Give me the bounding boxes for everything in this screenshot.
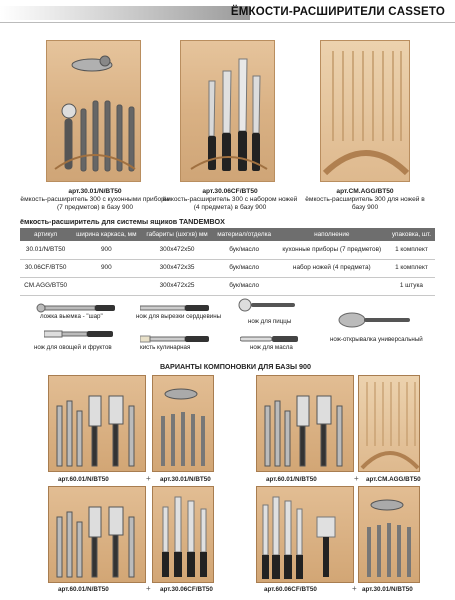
layout-2b-code: арт.CM.AGG/BT50 [366, 476, 421, 483]
layout-3b-image [152, 486, 214, 583]
cell-material: бук/масло [213, 259, 276, 277]
cell-article: CM.AGG/BT50 [20, 277, 71, 295]
knife-block-illustration [321, 41, 410, 182]
knife-set-illustration [257, 487, 354, 583]
scoop-label: ложка выемка - "шар" [40, 313, 103, 320]
layout-3b-code: арт.30.06CF/BT50 [160, 586, 213, 593]
col-header-width: ширина каркаса, мм [71, 228, 141, 241]
cell-width [71, 277, 141, 295]
table-row [20, 277, 435, 295]
layout-3a-code: арт.60.01/N/BT50 [58, 586, 109, 593]
cell-package: 1 комплект [388, 241, 435, 259]
brush-icon [140, 334, 210, 344]
table-title: ёмкость-расширитель для системы ящиков TANDEMBOX [20, 217, 225, 226]
corer-label: нож для вырезки сердцевины [136, 313, 222, 320]
product-desc-3: ёмкость-расширитель 300 для ножей в базу 900 [305, 196, 425, 211]
layout-4a-code: арт.60.06CF/BT50 [264, 586, 317, 593]
corer-icon [140, 303, 210, 313]
col-header-filling: наполнение [276, 228, 388, 241]
spec-table [20, 228, 435, 296]
col-header-article: артикул [20, 228, 71, 241]
cell-filling [276, 277, 388, 295]
scoop-icon [36, 303, 116, 313]
product-image-knives [180, 40, 275, 182]
knives-illustration [181, 41, 275, 182]
knife-block-illustration [359, 376, 420, 472]
opener-tool [338, 310, 413, 335]
product-image-knife-block [320, 40, 410, 182]
knives-illustration [153, 487, 214, 583]
product-desc-2: ёмкость-расширитель 300 с набором ножей (4 предмета) в базу 900 [162, 196, 298, 211]
cell-package: 1 комплект [388, 259, 435, 277]
cell-material: бук/масло [213, 277, 276, 295]
utensil-set-illustration [49, 376, 146, 472]
table-row [20, 241, 435, 259]
butter-label: нож для масла [250, 344, 293, 351]
layout-4b-code: арт.30.01/N/BT50 [362, 586, 413, 593]
butter-knife-icon [240, 334, 300, 344]
page-header [0, 0, 455, 28]
product-image-utensils [46, 40, 141, 182]
utensils-illustration [47, 41, 141, 182]
product-caption-2 [160, 188, 300, 212]
layout-3a-image [48, 486, 146, 583]
layout-2b-image [358, 375, 420, 472]
col-header-dimensions: габариты (шхгхв) мм [141, 228, 212, 241]
cell-width: 900 [71, 241, 141, 259]
cell-filling: кухонные приборы (7 предметов) [276, 241, 388, 259]
product-code-3: арт.CM.AGG/BT50 [336, 188, 394, 195]
layout-2a-image [256, 375, 354, 472]
product-desc-1: ёмкость-расширитель 300 с кухонными приборы (7 предметов) в базу 900 [20, 196, 170, 211]
plus-sign: + [146, 584, 151, 593]
pizza-cutter-tool [238, 298, 298, 317]
cell-dimensions: 300x472x50 [141, 241, 212, 259]
layout-2a-code: арт.60.01/N/BT50 [266, 476, 317, 483]
col-header-material: материал/отделка [213, 228, 276, 241]
table-row [20, 259, 435, 277]
utensil-set-illustration [49, 487, 146, 583]
cell-width: 900 [71, 259, 141, 277]
cell-package: 1 штука [388, 277, 435, 295]
cell-article: 30.01/N/BT50 [20, 241, 71, 259]
pizza-cutter-icon [238, 298, 298, 312]
cell-dimensions: 300x472x35 [141, 259, 212, 277]
peeler-icon [44, 329, 114, 339]
plus-sign: + [354, 474, 359, 483]
layout-1b-image [152, 375, 214, 472]
table-header-row [20, 228, 435, 241]
product-code-2: арт.30.06CF/BT50 [202, 188, 258, 195]
pizza-label: нож для пиццы [248, 318, 292, 325]
utensils-illustration [359, 487, 420, 583]
product-caption-1 [20, 188, 170, 212]
cell-filling: набор ножей (4 предмета) [276, 259, 388, 277]
cell-dimensions: 300x472x25 [141, 277, 212, 295]
product-code-1: арт.30.01/N/BT50 [68, 188, 122, 195]
peeler-label: нож для овощей и фруктов [34, 344, 112, 351]
opener-icon [338, 310, 413, 330]
page-title: ЁМКОСТИ-РАСШИРИТЕЛИ CASSETO [230, 6, 445, 18]
opener-label: нож-открывалка универсальный [330, 336, 423, 343]
layout-1a-image [48, 375, 146, 472]
header-gradient-bar [0, 6, 250, 20]
layout-1a-code: арт.60.01/N/BT50 [58, 476, 109, 483]
peeler-tool [44, 326, 114, 344]
plus-sign: + [146, 474, 151, 483]
layouts-title: ВАРИАНТЫ КОМПОНОВКИ ДЛЯ БАЗЫ 900 [160, 362, 311, 371]
cell-material: бук/масло [213, 241, 276, 259]
product-caption-3 [300, 188, 430, 212]
col-header-package: упаковка, шт. [388, 228, 435, 241]
header-rule [0, 22, 455, 23]
layout-1b-code: арт.30.01/N/BT50 [160, 476, 211, 483]
utensils-illustration [153, 376, 214, 472]
cell-article: 30.06CF/BT50 [20, 259, 71, 277]
layout-4b-image [358, 486, 420, 583]
utensil-set-illustration [257, 376, 354, 472]
layout-4a-image [256, 486, 354, 583]
brush-label: кисть кулинарная [140, 344, 191, 351]
plus-sign: + [352, 584, 357, 593]
